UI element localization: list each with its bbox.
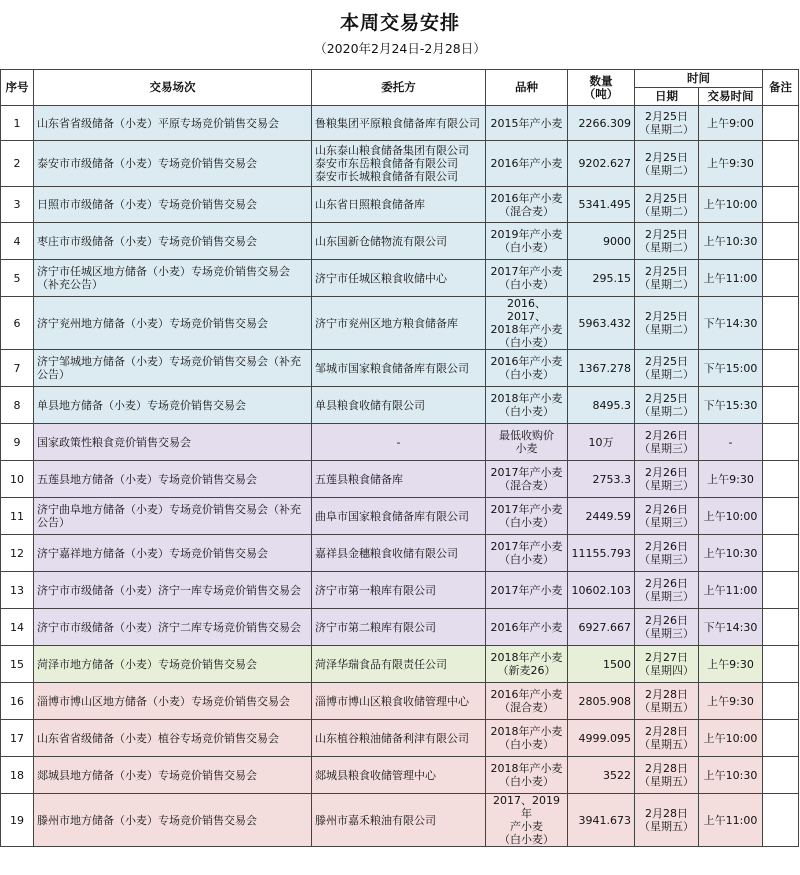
trade-time-cell: 上午9:30 — [699, 683, 763, 720]
date-line: 2月25日 — [645, 150, 688, 164]
client-line: 山东省日照粮食储备库 — [315, 198, 425, 211]
client-cell — [312, 424, 486, 461]
remark-cell — [763, 757, 799, 794]
client-line: 菏泽华瑞食品有限责任公司 — [315, 657, 447, 671]
client-line: 泰安市长城粮食储备有限公司 — [315, 170, 458, 183]
row-number-cell: 19 — [1, 794, 34, 847]
date-line: 2月26日 — [645, 503, 688, 516]
variety-line: 2016、2017、 — [507, 297, 546, 323]
variety-line: 产小麦 — [510, 820, 543, 833]
variety-line: （白小麦） — [499, 368, 554, 381]
variety-line: （白小麦） — [499, 775, 554, 788]
weekday-line: （星期二） — [639, 368, 694, 381]
client-cell — [312, 106, 486, 141]
session-cell: 山东省省级储备（小麦）植谷专场竞价销售交易会 — [34, 720, 312, 757]
client-cell — [312, 461, 486, 498]
table-row — [1, 720, 799, 757]
variety-line: 2015年产小麦 — [490, 116, 563, 130]
header-remark: 备注 — [763, 70, 799, 106]
client-line: 山东泰山粮食储备集团有限公司 — [315, 144, 469, 157]
row-number-cell: 2 — [1, 141, 34, 187]
variety-line: 2019年产小麦 — [490, 228, 563, 241]
variety-cell — [486, 187, 568, 223]
client-line: 嘉祥县金穗粮食收储有限公司 — [315, 546, 458, 560]
variety-cell — [486, 498, 568, 535]
remark-cell — [763, 297, 799, 350]
session-cell: 济宁嘉祥地方储备（小麦）专场竞价销售交易会 — [34, 535, 312, 572]
date-line: 2月28日 — [645, 725, 688, 738]
quantity-cell: 5341.495 — [568, 187, 635, 223]
client-line: 泰安市东岳粮食储备有限公司 — [315, 157, 458, 170]
remark-cell — [763, 187, 799, 223]
trade-time-cell: 上午11:00 — [699, 260, 763, 297]
remark-cell — [763, 609, 799, 646]
variety-line: （新麦26） — [497, 664, 556, 677]
row-number-cell: 1 — [1, 106, 34, 141]
client-line: 山东国新仓储物流有限公司 — [315, 234, 447, 248]
variety-line: （白小麦） — [499, 336, 554, 349]
row-number-cell: 17 — [1, 720, 34, 757]
weekday-line: （星期二） — [639, 323, 694, 336]
date-line: 2月25日 — [645, 265, 688, 278]
quantity-cell: 1367.278 — [568, 350, 635, 387]
header-variety: 品种 — [486, 70, 568, 106]
variety-cell — [486, 387, 568, 424]
table-row — [1, 757, 799, 794]
trade-time-cell: 下午15:30 — [699, 387, 763, 424]
variety-line: （白小麦） — [499, 405, 554, 418]
trade-time-cell: 上午11:00 — [699, 572, 763, 609]
table-row — [1, 350, 799, 387]
variety-cell — [486, 646, 568, 683]
row-number-cell: 8 — [1, 387, 34, 424]
table-row — [1, 387, 799, 424]
date-cell — [635, 794, 699, 847]
date-line: 2月26日 — [645, 614, 688, 627]
trade-time-cell: 上午9:30 — [699, 141, 763, 187]
table-row — [1, 106, 799, 141]
date-cell — [635, 720, 699, 757]
client-line: 单县粮食收储有限公司 — [315, 398, 425, 412]
weekday-line: （星期二） — [639, 163, 694, 177]
remark-cell — [763, 535, 799, 572]
row-number-cell: 16 — [1, 683, 34, 720]
variety-line: 2017年产小麦 — [490, 466, 563, 479]
remark-cell — [763, 106, 799, 141]
date-cell — [635, 260, 699, 297]
variety-cell — [486, 609, 568, 646]
variety-line: 2018年产小麦 — [490, 392, 563, 405]
weekday-line: （星期二） — [639, 241, 694, 254]
table-row — [1, 572, 799, 609]
variety-cell — [486, 106, 568, 141]
date-line: 2月26日 — [645, 577, 688, 590]
variety-cell — [486, 260, 568, 297]
trade-time-cell: 下午15:00 — [699, 350, 763, 387]
weekday-line: （星期三） — [639, 590, 694, 603]
quantity-cell: 5963.432 — [568, 297, 635, 350]
quantity-cell: 10602.103 — [568, 572, 635, 609]
quantity-cell: 3522 — [568, 757, 635, 794]
variety-cell — [486, 223, 568, 260]
trade-time-cell: 下午14:30 — [699, 609, 763, 646]
schedule-table — [0, 69, 799, 847]
session-cell: 济宁邹城地方储备（小麦）专场竞价销售交易会（补充公告） — [34, 350, 312, 387]
variety-line: （混合麦） — [499, 204, 554, 218]
date-cell — [635, 223, 699, 260]
date-cell — [635, 187, 699, 223]
variety-line: （白小麦） — [499, 833, 554, 846]
table-row — [1, 646, 799, 683]
row-number-cell: 9 — [1, 424, 34, 461]
remark-cell — [763, 683, 799, 720]
variety-line: 2016年产小麦 — [490, 191, 563, 205]
date-line: 2月25日 — [645, 191, 688, 205]
date-cell — [635, 297, 699, 350]
variety-line: （混合麦） — [499, 701, 554, 714]
client-line: 曲阜市国家粮食储备库有限公司 — [315, 509, 469, 523]
trade-time-cell: 上午9:00 — [699, 106, 763, 141]
quantity-cell: 11155.793 — [568, 535, 635, 572]
session-cell: 泰安市市级储备（小麦）专场竞价销售交易会 — [34, 141, 312, 187]
date-line: 2月25日 — [645, 392, 688, 405]
table-row — [1, 461, 799, 498]
client-cell — [312, 141, 486, 187]
row-number-cell: 18 — [1, 757, 34, 794]
variety-line: 2016年产小麦 — [490, 688, 563, 701]
quantity-cell: 9202.627 — [568, 141, 635, 187]
date-cell — [635, 498, 699, 535]
table-row — [1, 260, 799, 297]
quantity-cell: 4999.095 — [568, 720, 635, 757]
row-number-cell: 11 — [1, 498, 34, 535]
client-line: 山东植谷粮油储备利津有限公司 — [315, 731, 469, 745]
client-line: 郯城县粮食收储管理中心 — [315, 768, 436, 782]
variety-line: 2017年产小麦 — [490, 265, 563, 278]
client-line: 济宁市第一粮库有限公司 — [315, 583, 436, 597]
session-cell: 国家政策性粮食竞价销售交易会 — [34, 424, 312, 461]
date-line: 2月26日 — [645, 540, 688, 553]
client-cell — [312, 683, 486, 720]
date-cell — [635, 141, 699, 187]
trade-time-cell: 上午10:30 — [699, 223, 763, 260]
client-cell — [312, 757, 486, 794]
client-line: 淄博市博山区粮食收储管理中心 — [315, 694, 469, 708]
remark-cell — [763, 424, 799, 461]
variety-cell — [486, 757, 568, 794]
weekday-line: （星期三） — [639, 442, 694, 455]
weekday-line: （星期五） — [639, 775, 694, 788]
date-line: 2月26日 — [645, 466, 688, 479]
client-line: 滕州市嘉禾粮油有限公司 — [315, 813, 436, 827]
weekday-line: （星期二） — [639, 278, 694, 291]
session-cell: 济宁市市级储备（小麦）济宁一库专场竞价销售交易会 — [34, 572, 312, 609]
session-cell: 济宁兖州地方储备（小麦）专场竞价销售交易会 — [34, 297, 312, 350]
row-number-cell: 6 — [1, 297, 34, 350]
trade-time-cell: 上午10:30 — [699, 535, 763, 572]
header-session: 交易场次 — [34, 70, 312, 106]
trade-time-cell: - — [699, 424, 763, 461]
weekday-line: （星期三） — [639, 516, 694, 529]
row-number-cell: 15 — [1, 646, 34, 683]
session-cell: 单县地方储备（小麦）专场竞价销售交易会 — [34, 387, 312, 424]
variety-line: （白小麦） — [499, 738, 554, 751]
quantity-cell: 295.15 — [568, 260, 635, 297]
variety-line: （白小麦） — [499, 278, 554, 291]
row-number-cell: 14 — [1, 609, 34, 646]
variety-line: （白小麦） — [499, 241, 554, 254]
date-line: 2月25日 — [645, 110, 688, 123]
session-cell: 济宁曲阜地方储备（小麦）专场竞价销售交易会（补充公告） — [34, 498, 312, 535]
table-row — [1, 223, 799, 260]
variety-line: 最低收购价 — [499, 429, 554, 442]
remark-cell — [763, 141, 799, 187]
trade-time-cell: 上午9:30 — [699, 461, 763, 498]
client-line: 济宁市兖州区地方粮食储备库 — [315, 316, 458, 330]
variety-cell — [486, 461, 568, 498]
variety-cell — [486, 297, 568, 350]
variety-line: 2016年产小麦 — [490, 157, 563, 170]
weekday-line: （星期三） — [639, 553, 694, 566]
table-row — [1, 498, 799, 535]
client-line: 济宁市任城区粮食收储中心 — [315, 271, 447, 285]
remark-cell — [763, 720, 799, 757]
remark-cell — [763, 461, 799, 498]
client-cell — [312, 387, 486, 424]
variety-cell — [486, 572, 568, 609]
weekday-line: （星期五） — [639, 701, 694, 714]
row-number-cell: 10 — [1, 461, 34, 498]
weekday-line: （星期二） — [639, 204, 694, 218]
date-line: 2月28日 — [645, 688, 688, 701]
session-cell: 菏泽市地方储备（小麦）专场竞价销售交易会 — [34, 646, 312, 683]
remark-cell — [763, 498, 799, 535]
date-cell — [635, 535, 699, 572]
weekday-line: （星期三） — [639, 627, 694, 640]
session-cell: 山东省省级储备（小麦）平原专场竞价销售交易会 — [34, 106, 312, 141]
variety-line: （白小麦） — [499, 516, 554, 529]
variety-cell — [486, 424, 568, 461]
session-cell: 济宁市任城区地方储备（小麦）专场竞价销售交易会（补充公告） — [34, 260, 312, 297]
variety-line: 2018年产小麦 — [490, 762, 563, 775]
header-qty-label: 数量 — [589, 73, 613, 88]
client-line: - — [396, 435, 401, 449]
table-row — [1, 535, 799, 572]
variety-line: 小麦 — [515, 442, 538, 455]
remark-cell — [763, 572, 799, 609]
row-number-cell: 3 — [1, 187, 34, 223]
table-row — [1, 187, 799, 223]
quantity-cell: 2266.309 — [568, 106, 635, 141]
date-line: 2月25日 — [645, 228, 688, 241]
session-cell: 淄博市博山区地方储备（小麦）专场竞价销售交易会 — [34, 683, 312, 720]
date-cell — [635, 106, 699, 141]
header-qty-unit: （吨） — [583, 86, 619, 101]
table-row — [1, 794, 799, 847]
client-cell — [312, 187, 486, 223]
variety-line: （白小麦） — [499, 553, 554, 566]
remark-cell — [763, 260, 799, 297]
variety-line: 2017年产小麦 — [490, 503, 563, 516]
quantity-cell: 6927.667 — [568, 609, 635, 646]
header-qty — [568, 70, 635, 106]
remark-cell — [763, 223, 799, 260]
trade-time-cell: 上午10:00 — [699, 187, 763, 223]
client-cell — [312, 794, 486, 847]
variety-cell — [486, 720, 568, 757]
variety-cell — [486, 350, 568, 387]
quantity-cell: 3941.673 — [568, 794, 635, 847]
quantity-cell: 2805.908 — [568, 683, 635, 720]
date-cell — [635, 609, 699, 646]
table-row — [1, 297, 799, 350]
quantity-cell: 10万 — [568, 424, 635, 461]
variety-cell — [486, 683, 568, 720]
date-cell — [635, 572, 699, 609]
client-line: 济宁市第二粮库有限公司 — [315, 620, 436, 634]
date-line: 2月28日 — [645, 762, 688, 775]
client-cell — [312, 498, 486, 535]
page-subtitle: （2020年2月24日-2月28日） — [314, 41, 486, 56]
weekday-line: （星期二） — [639, 123, 694, 136]
client-cell — [312, 535, 486, 572]
weekday-line: （星期四） — [639, 664, 694, 677]
client-cell — [312, 350, 486, 387]
date-cell — [635, 757, 699, 794]
trade-time-cell: 上午9:30 — [699, 646, 763, 683]
variety-cell — [486, 794, 568, 847]
variety-cell — [486, 141, 568, 187]
date-cell — [635, 350, 699, 387]
client-cell — [312, 260, 486, 297]
date-line: 2月27日 — [645, 651, 688, 664]
date-cell — [635, 461, 699, 498]
client-line: 鲁粮集团平原粮食储备库有限公司 — [315, 116, 480, 130]
client-line: 邹城市国家粮食储备库有限公司 — [315, 361, 469, 375]
row-number-cell: 7 — [1, 350, 34, 387]
date-line: 2月25日 — [645, 355, 688, 368]
header-trade-time: 交易时间 — [699, 88, 763, 106]
row-number-cell: 12 — [1, 535, 34, 572]
trade-time-cell: 上午10:00 — [699, 498, 763, 535]
weekday-line: （星期五） — [639, 820, 694, 833]
row-number-cell: 5 — [1, 260, 34, 297]
date-line: 2月26日 — [645, 429, 688, 442]
session-cell: 日照市市级储备（小麦）专场竞价销售交易会 — [34, 187, 312, 223]
quantity-cell: 2753.3 — [568, 461, 635, 498]
variety-line: 2016年产小麦 — [490, 620, 563, 634]
table-row — [1, 424, 799, 461]
quantity-cell: 2449.59 — [568, 498, 635, 535]
header-time: 时间 — [635, 70, 763, 88]
session-cell: 济宁市市级储备（小麦）济宁二库专场竞价销售交易会 — [34, 609, 312, 646]
client-cell — [312, 720, 486, 757]
date-cell — [635, 646, 699, 683]
remark-cell — [763, 646, 799, 683]
page-title: 本周交易安排 — [339, 12, 460, 34]
variety-line: 2018年产小麦 — [490, 651, 563, 664]
trade-time-cell: 上午11:00 — [699, 794, 763, 847]
date-cell — [635, 683, 699, 720]
session-cell: 郯城县地方储备（小麦）专场竞价销售交易会 — [34, 757, 312, 794]
variety-line: 2018年产小麦 — [490, 725, 563, 738]
row-number-cell: 4 — [1, 223, 34, 260]
variety-line: 2017年产小麦 — [490, 583, 563, 597]
client-cell — [312, 646, 486, 683]
date-cell — [635, 424, 699, 461]
weekday-line: （星期三） — [639, 479, 694, 492]
session-cell: 五莲县地方储备（小麦）专场竞价销售交易会 — [34, 461, 312, 498]
variety-line: 2017年产小麦 — [490, 540, 563, 553]
remark-cell — [763, 387, 799, 424]
remark-cell — [763, 794, 799, 847]
variety-cell — [486, 535, 568, 572]
weekday-line: （星期二） — [639, 405, 694, 418]
weekday-line: （星期五） — [639, 738, 694, 751]
variety-line: （混合麦） — [499, 479, 554, 492]
client-cell — [312, 572, 486, 609]
client-line: 五莲县粮食储备库 — [315, 472, 403, 486]
table-row — [1, 683, 799, 720]
variety-line: 2018年产小麦 — [490, 323, 563, 336]
variety-line: 2017、2019年 — [493, 794, 560, 820]
quantity-cell: 9000 — [568, 223, 635, 260]
header-seq: 序号 — [1, 70, 34, 106]
trade-time-cell: 下午14:30 — [699, 297, 763, 350]
remark-cell — [763, 350, 799, 387]
trade-time-cell: 上午10:00 — [699, 720, 763, 757]
session-cell: 滕州市地方储备（小麦）专场竞价销售交易会 — [34, 794, 312, 847]
table-row — [1, 141, 799, 187]
header-date: 日期 — [635, 88, 699, 106]
quantity-cell: 8495.3 — [568, 387, 635, 424]
client-cell — [312, 223, 486, 260]
variety-line: 2016年产小麦 — [490, 355, 563, 368]
client-cell — [312, 297, 486, 350]
row-number-cell: 13 — [1, 572, 34, 609]
table-row — [1, 609, 799, 646]
date-line: 2月28日 — [645, 807, 688, 820]
session-cell: 枣庄市市级储备（小麦）专场竞价销售交易会 — [34, 223, 312, 260]
date-line: 2月25日 — [645, 310, 688, 323]
trade-time-cell: 上午10:30 — [699, 757, 763, 794]
client-cell — [312, 609, 486, 646]
quantity-cell: 1500 — [568, 646, 635, 683]
header-client: 委托方 — [312, 70, 486, 106]
date-cell — [635, 387, 699, 424]
